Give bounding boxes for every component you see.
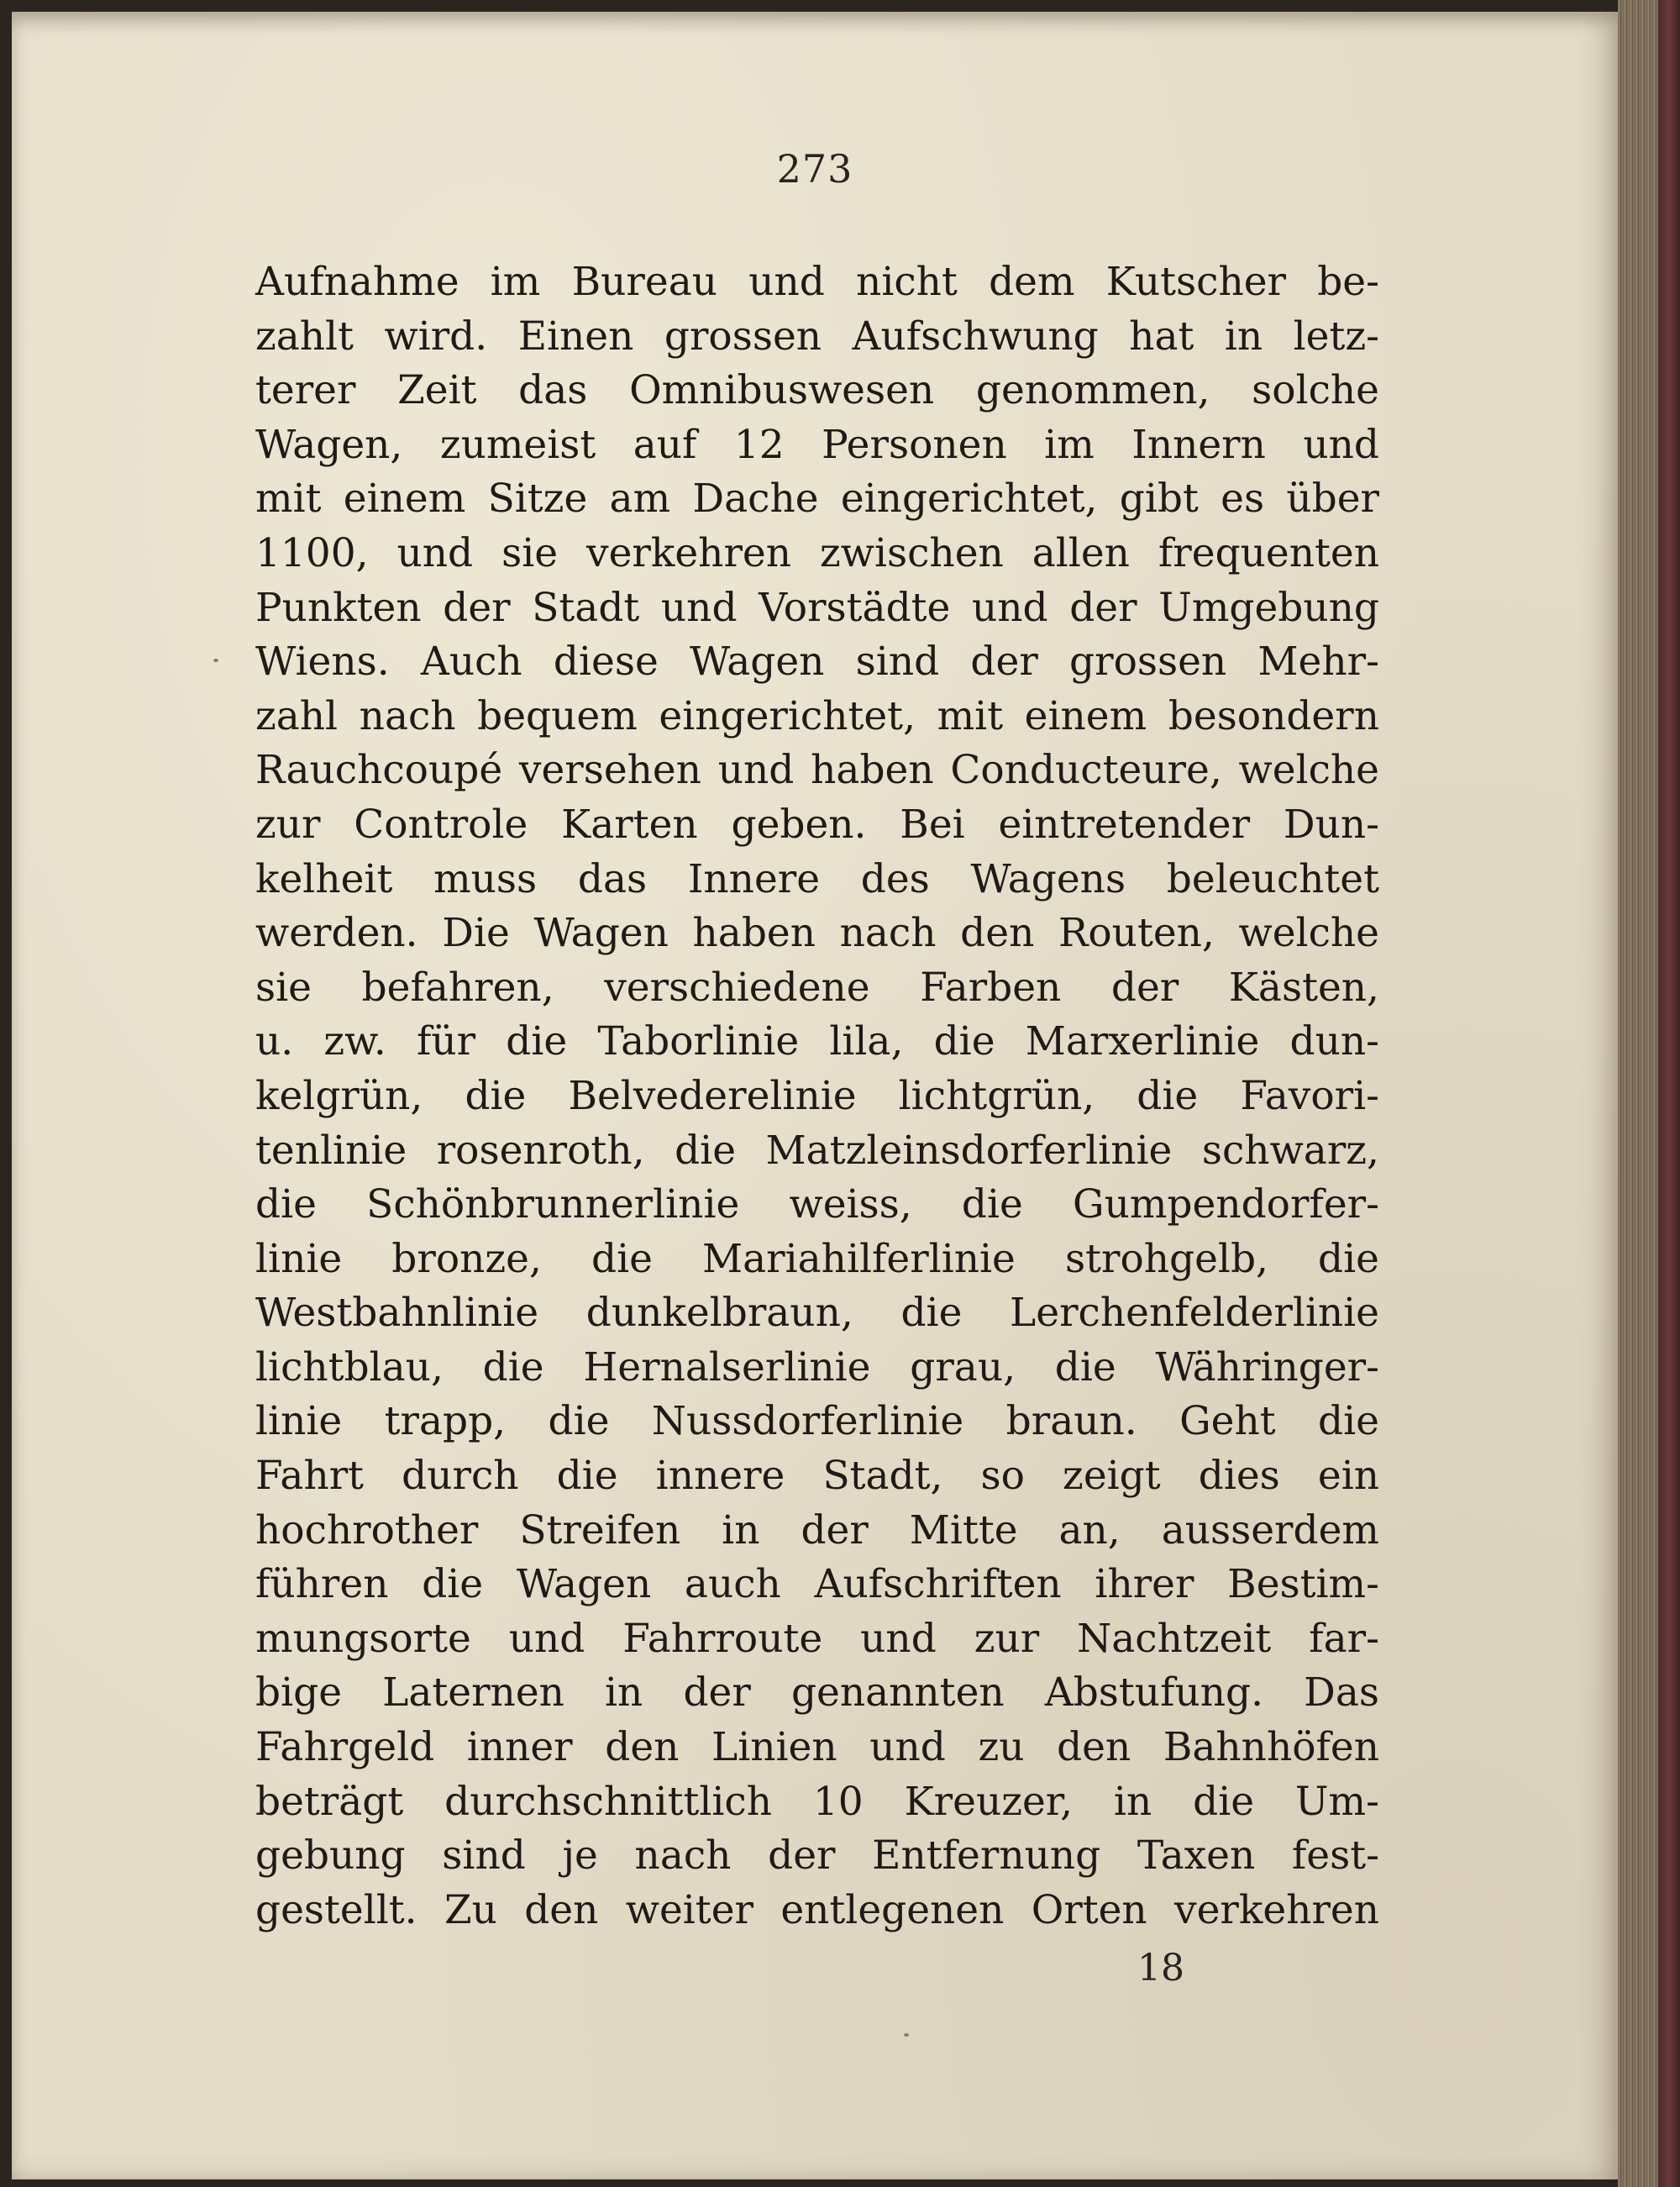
text-line: mungsorte und Fahrroute und zur Nachtzeit far- bbox=[255, 1615, 1379, 1662]
text-line: Fahrgeld inner den Linien und zu den Bahnhöfen bbox=[255, 1724, 1379, 1771]
text-line: terer Zeit das Omnibuswesen genommen, solche bbox=[255, 367, 1379, 414]
text-line: gestellt. Zu den weiter entlegenen Orten verkehren bbox=[255, 1886, 1379, 1933]
text-line: Rauchcoupé versehen und haben Conducteure, welche bbox=[255, 747, 1379, 794]
text-line: zahlt wird. Einen grossen Aufschwung hat in letz- bbox=[255, 313, 1379, 360]
text-line: die Schönbrunnerlinie weiss, die Gumpendorfer- bbox=[255, 1181, 1379, 1228]
text-line: u. zw. für die Taborlinie lila, die Marxerlinie dun- bbox=[255, 1018, 1379, 1065]
text-line: sie befahren, verschiedene Farben der Kästen, bbox=[255, 964, 1379, 1011]
text-line: werden. Die Wagen haben nach den Routen, welche bbox=[255, 910, 1379, 957]
text-line: Westbahnlinie dunkelbraun, die Lerchenfelderlinie bbox=[255, 1290, 1379, 1337]
body-text bbox=[255, 255, 1379, 1937]
text-line: führen die Wagen auch Aufschriften ihrer Bestim- bbox=[255, 1561, 1379, 1608]
paper-speck bbox=[213, 659, 218, 662]
text-line: Fahrt durch die innere Stadt, so zeigt dies ein bbox=[255, 1453, 1379, 1500]
text-line: mit einem Sitze am Dache eingerichtet, gibt es über bbox=[255, 476, 1379, 523]
text-line: tenlinie rosenroth, die Matzleinsdorferlinie schwarz, bbox=[255, 1127, 1379, 1174]
text-line: hochrother Streifen in der Mitte an, ausserdem bbox=[255, 1506, 1379, 1554]
text-line: Wagen, zumeist auf 12 Personen im Innern und bbox=[255, 421, 1379, 468]
book-page bbox=[12, 12, 1618, 2179]
book-edge bbox=[1618, 0, 1680, 2187]
text-line: beträgt durchschnittlich 10 Kreuzer, in die Um- bbox=[255, 1778, 1379, 1825]
text-line: Wiens. Auch diese Wagen sind der grossen Mehr- bbox=[255, 639, 1379, 686]
signature-mark: 18 bbox=[1137, 1947, 1184, 1990]
text-line: zur Controle Karten geben. Bei eintretender Dun- bbox=[255, 801, 1379, 848]
page-number: 273 bbox=[776, 146, 853, 192]
text-line: Aufnahme im Bureau und nicht dem Kutscher be- bbox=[255, 259, 1379, 305]
text-line: lichtblau, die Hernalserlinie grau, die Währinger- bbox=[255, 1343, 1379, 1391]
text-line: zahl nach bequem eingerichtet, mit einem besondern bbox=[255, 692, 1379, 739]
text-line: kelgrün, die Belvederelinie lichtgrün, die Favori- bbox=[255, 1072, 1379, 1119]
text-line: Punkten der Stadt und Vorstädte und der Umgebung bbox=[255, 584, 1379, 631]
text-line: linie trapp, die Nussdorferlinie braun. Geht die bbox=[255, 1398, 1379, 1445]
text-line: gebung sind je nach der Entfernung Taxen fest- bbox=[255, 1832, 1379, 1879]
paper-speck bbox=[904, 2033, 909, 2037]
text-line: kelheit muss das Innere des Wagens beleuchtet bbox=[255, 855, 1379, 902]
text-line: linie bronze, die Mariahilferlinie strohgelb, die bbox=[255, 1235, 1379, 1282]
text-line: bige Laternen in der genannten Abstufung. Das bbox=[255, 1669, 1379, 1716]
text-line: 1100, und sie verkehren zwischen allen frequenten bbox=[255, 529, 1379, 576]
